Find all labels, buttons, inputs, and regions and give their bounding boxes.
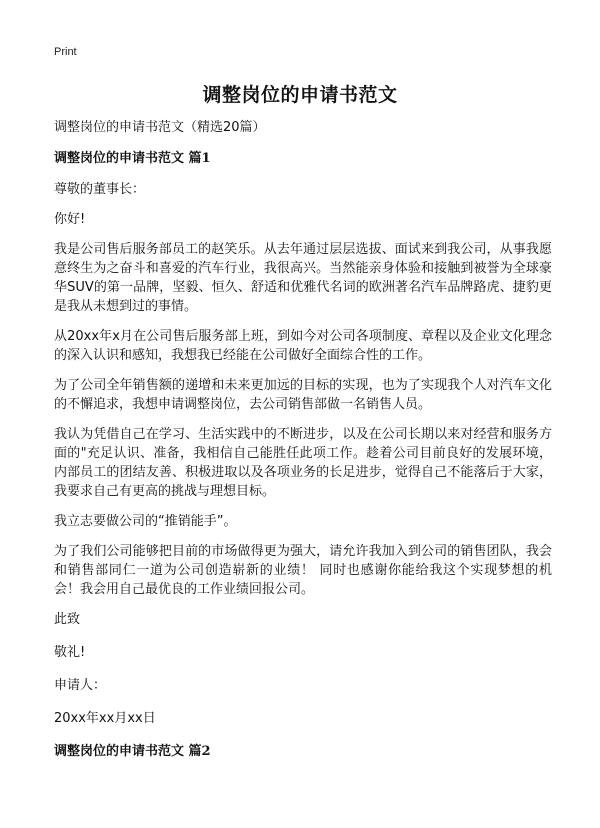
document-subtitle: 调整岗位的申请书范文（精选20篇）: [54, 120, 266, 135]
letter-paragraph-6: 为了我们公司能够把目前的市场做得更为强大，请允许我加入到公司的销售团队，我会和销售部同仁一道为公司创造崭新的业绩！ 同时也感谢你能给我这个实现梦想的机会！我会用自己最优良的工作业绩回报公司。: [54, 544, 552, 597]
letter-closing-1: 此致: [54, 612, 81, 627]
letter-greeting: 你好!: [54, 212, 86, 227]
document-title: 调整岗位的申请书范文: [202, 84, 398, 106]
print-label[interactable]: Print: [54, 46, 77, 58]
letter-date: 20xx年xx月xx日: [54, 711, 156, 726]
section-heading-2: 调整岗位的申请书范文 篇2: [54, 744, 211, 759]
letter-paragraph-4: 我认为凭借自己在学习、生活实践中的不断进步，以及在公司长期以来对经营和服务方面的"充足认识、准备，我相信自己能胜任此项工作。趁着公司目前良好的发展环境，内部员工的团结友善、积极进取以及各项业务的长足进步，觉得自己不能落后于大家，我要求自己有更高的挑战与理想目标。: [54, 427, 552, 499]
letter-closing-2: 敬礼!: [54, 645, 86, 660]
letter-paragraph-2: 从20xx年x月在公司售后服务部上班，到如今对公司各项制度、章程以及企业文化理念的深入认识和感知，我想我已经能在公司做好全面综合性的工作。: [54, 329, 552, 363]
section-heading-1: 调整岗位的申请书范文 篇1: [54, 151, 211, 166]
letter-signature-label: 申请人：: [54, 678, 107, 693]
letter-paragraph-3: 为了公司全年销售额的递增和未来更加远的目标的实现，也为了实现我个人对汽车文化的不懈追求，我想申请调整岗位，去公司销售部做一名销售人员。: [54, 378, 552, 412]
letter-paragraph-1: 我是公司售后服务部员工的赵笑乐。从去年通过层层选拔、面试来到我公司，从事我愿意终生为之奋斗和喜爱的汽车行业，我很高兴。当然能亲身体验和接触到被誉为全球豪华SUV的第一品牌，坚毅、恒久、舒适和优雅代名词的欧洲著名汽车品牌路虎、捷豹更是我从未想到过的事情。: [54, 242, 552, 314]
document-body: [54, 118, 552, 773]
letter-paragraph-5: 我立志要做公司的“推销能手”。: [54, 514, 237, 529]
letter-salutation: 尊敬的董事长：: [54, 182, 146, 197]
